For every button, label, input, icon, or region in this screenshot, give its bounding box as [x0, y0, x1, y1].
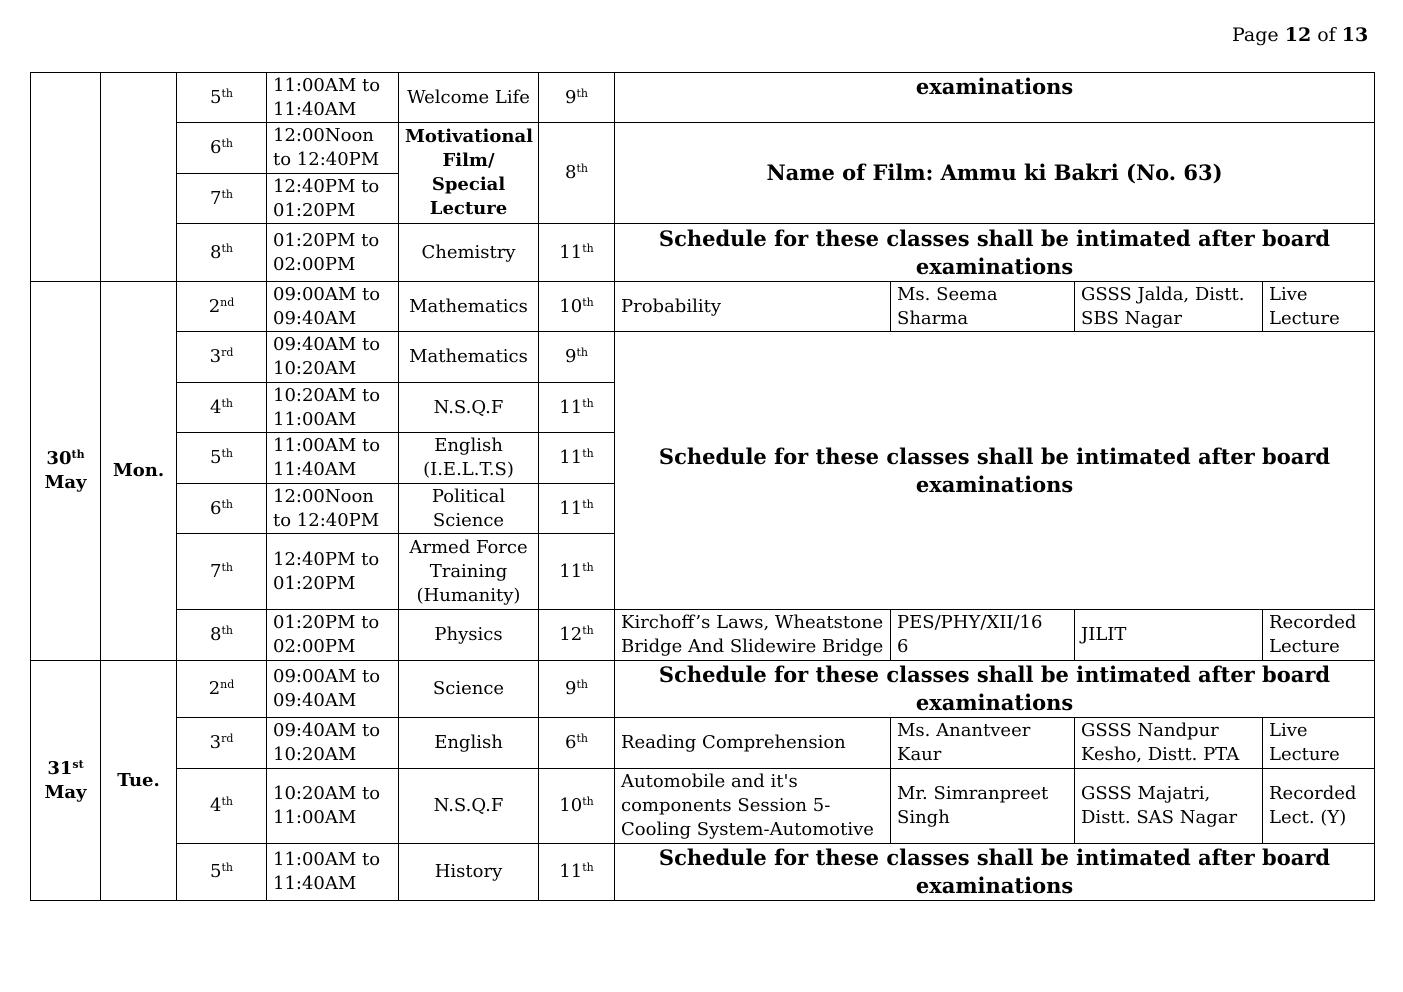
day-cell: Tue.	[101, 661, 177, 901]
time-cell: 10:20AM to 11:00AM	[267, 769, 399, 844]
period-cell: 2nd	[177, 661, 267, 718]
period-cell: 3rd	[177, 332, 267, 383]
class-cell: 12th	[539, 610, 615, 661]
topic-cell: Automobile and it's components Session 5- Cooling System-Automotive	[615, 769, 891, 844]
time-cell: 11:00AM to 11:40AM	[267, 844, 399, 901]
period-cell: 5th	[177, 844, 267, 901]
time-cell: 01:20PM to 02:00PM	[267, 610, 399, 661]
time-cell: 09:00AM to 09:40AM	[267, 661, 399, 718]
subject-cell: Mathematics	[399, 282, 539, 332]
period-cell: 6th	[177, 123, 267, 174]
notice-tail: examinations	[615, 73, 1375, 123]
time-cell: 12:40PM to 01:20PM	[267, 174, 399, 224]
mode-cell: Live Lecture	[1263, 718, 1375, 769]
time-cell: 09:40AM to 10:20AM	[267, 718, 399, 769]
class-cell: 11th	[539, 383, 615, 433]
period-cell: 2nd	[177, 282, 267, 332]
table-row	[31, 224, 1375, 282]
date-cell: 31st May	[31, 661, 101, 901]
time-cell: 01:20PM to 02:00PM	[267, 224, 399, 282]
school-cell: GSSS Nandpur Kesho, Distt. PTA	[1075, 718, 1263, 769]
subject-cell: N.S.Q.F	[399, 769, 539, 844]
table-row	[31, 718, 1375, 769]
date-cell-empty	[31, 73, 101, 282]
schedule-notice: Schedule for these classes shall be intimated after board examinations	[615, 332, 1375, 610]
topic-cell: Kirchoff’s Laws, Wheatstone Bridge And Slidewire Bridge	[615, 610, 891, 661]
period-cell: 6th	[177, 484, 267, 534]
subject-cell: Armed Force Training (Humanity)	[399, 534, 539, 610]
subject-cell: Physics	[399, 610, 539, 661]
class-cell: 6th	[539, 718, 615, 769]
table-row	[31, 282, 1375, 332]
table-row	[31, 844, 1375, 901]
time-cell: 11:00AM to 11:40AM	[267, 433, 399, 484]
class-cell: 11th	[539, 844, 615, 901]
schedule-notice: Schedule for these classes shall be intimated after board examinations	[615, 661, 1375, 718]
period-cell: 3rd	[177, 718, 267, 769]
school-cell: JILIT	[1075, 610, 1263, 661]
motivational-subject-cell: Motivational Film/ Special Lecture	[399, 123, 539, 224]
class-cell: 9th	[539, 661, 615, 718]
period-cell: 8th	[177, 610, 267, 661]
period-cell: 5th	[177, 73, 267, 123]
teacher-cell: Ms. Anantveer Kaur	[891, 718, 1075, 769]
time-cell: 10:20AM to 11:00AM	[267, 383, 399, 433]
mode-cell: Live Lecture	[1263, 282, 1375, 332]
time-cell: 12:00Noon to 12:40PM	[267, 484, 399, 534]
subject-cell: English	[399, 718, 539, 769]
period-cell: 4th	[177, 769, 267, 844]
subject-cell: Mathematics	[399, 332, 539, 383]
time-cell: 11:00AM to 11:40AM	[267, 73, 399, 123]
class-cell: 8th	[539, 123, 615, 224]
table-row	[31, 332, 1375, 383]
teacher-cell: Mr. Simranpreet Singh	[891, 769, 1075, 844]
teacher-cell: Ms. Seema Sharma	[891, 282, 1075, 332]
time-cell: 09:40AM to 10:20AM	[267, 332, 399, 383]
topic-cell: Reading Comprehension	[615, 718, 891, 769]
time-cell: 12:00Noon to 12:40PM	[267, 123, 399, 174]
time-cell: 09:00AM to 09:40AM	[267, 282, 399, 332]
topic-cell: Probability	[615, 282, 891, 332]
class-cell: 9th	[539, 73, 615, 123]
schedule-notice: Schedule for these classes shall be intimated after board examinations	[615, 844, 1375, 901]
class-cell: 11th	[539, 224, 615, 282]
subject-cell: Welcome Life	[399, 73, 539, 123]
time-cell: 12:40PM to 01:20PM	[267, 534, 399, 610]
day-cell: Mon.	[101, 282, 177, 661]
day-cell-empty	[101, 73, 177, 282]
table-row	[31, 769, 1375, 844]
subject-cell: N.S.Q.F	[399, 383, 539, 433]
mode-cell: Recorded Lecture	[1263, 610, 1375, 661]
subject-cell: Political Science	[399, 484, 539, 534]
class-cell: 10th	[539, 769, 615, 844]
class-cell: 11th	[539, 433, 615, 484]
class-cell: 9th	[539, 332, 615, 383]
mode-cell: Recorded Lect. (Y)	[1263, 769, 1375, 844]
subject-cell: Science	[399, 661, 539, 718]
period-cell: 8th	[177, 224, 267, 282]
schedule-notice: Schedule for these classes shall be intimated after board examinations	[615, 224, 1375, 282]
table-row	[31, 661, 1375, 718]
school-cell: GSSS Jalda, Distt. SBS Nagar	[1075, 282, 1263, 332]
table-row	[31, 73, 1375, 123]
teacher-cell: PES/PHY/XII/16 6	[891, 610, 1075, 661]
class-cell: 11th	[539, 534, 615, 610]
school-cell: GSSS Majatri, Distt. SAS Nagar	[1075, 769, 1263, 844]
subject-cell: English (I.E.L.T.S)	[399, 433, 539, 484]
class-cell: 11th	[539, 484, 615, 534]
date-cell: 30th May	[31, 282, 101, 661]
page-number: Page 12 of 13	[1232, 24, 1369, 46]
period-cell: 7th	[177, 174, 267, 224]
schedule-table	[30, 72, 1375, 901]
period-cell: 5th	[177, 433, 267, 484]
period-cell: 4th	[177, 383, 267, 433]
subject-cell: History	[399, 844, 539, 901]
period-cell: 7th	[177, 534, 267, 610]
film-name: Name of Film: Ammu ki Bakri (No. 63)	[615, 123, 1375, 224]
table-row	[31, 123, 1375, 174]
class-cell: 10th	[539, 282, 615, 332]
subject-cell: Chemistry	[399, 224, 539, 282]
table-row	[31, 610, 1375, 661]
